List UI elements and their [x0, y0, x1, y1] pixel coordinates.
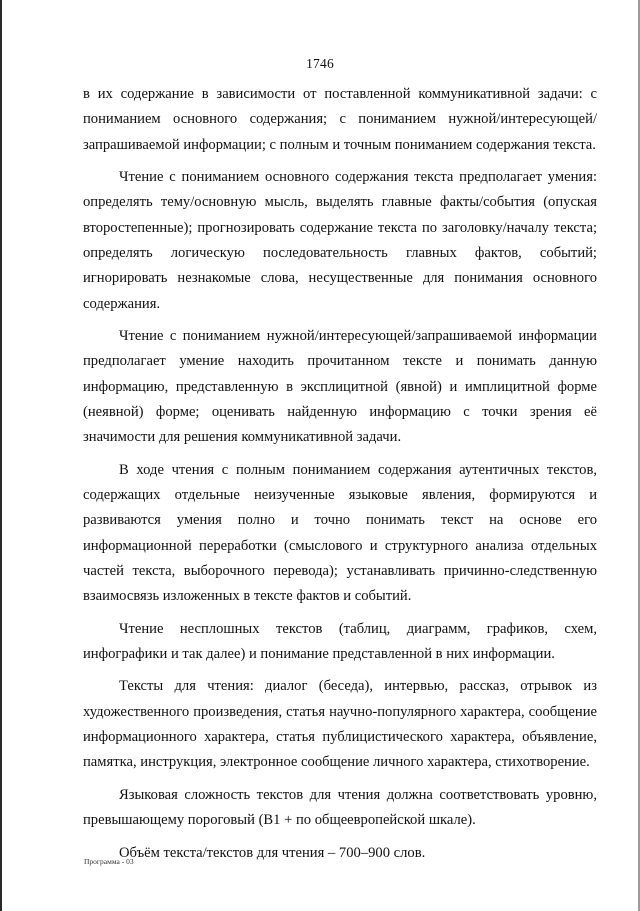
- paragraph-main-content-reading: Чтение с пониманием основного содержания текста предполагает умения: определять тему/основную мысль, выделять главные факты/события (опуская второстепенные); прогнозировать содержание текста по заголовку/началу текста; определять логическую последовательность главных фактов, событий; игнорировать незнакомые слова, несущественные для понимания основного содержания.: [83, 169, 597, 312]
- paragraph-text-volume: Объём текста/текстов для чтения – 700–900 слов.: [119, 844, 426, 861]
- paragraph-text-types: Тексты для чтения: диалог (беседа), интервью, рассказ, отрывок из художественного произведения, статья научно-популярного характера, сообщение информационного характера, статья публицистического характера, объявление, памятка, инструкция, электронное сообщение личного характера, стихотворение.: [83, 678, 597, 771]
- paragraph-non-continuous-texts: Чтение несплошных текстов (таблиц, диаграмм, графиков, схем, инфографики и так далее) и понимание представленной в них информации.: [83, 620, 597, 662]
- paragraph-reading-types: в их содержание в зависимости от поставленной коммуникативной задачи: с пониманием основного содержания; с пониманием нужной/интересующей/запрашиваемой информации; с полным и точным пониманием содержания текста.: [83, 86, 597, 153]
- paragraph-language-complexity: Языковая сложность текстов для чтения должна соответствовать уровню, превышающему пороговый (В1 + по общеевропейской шкале).: [83, 786, 597, 829]
- footer-program-label: Программа - 03: [84, 857, 134, 866]
- paragraph-full-understanding-reading: В ходе чтения с полным пониманием содержания аутентичных текстов, содержащих отдельные неизученные языковые явления, формируются и развиваются умения полно и точно понимать текст на основе его информационной переработки (смыслового и структурного анализа отдельных частей текста, выборочного перевода); устанавливать причинно-следственную взаимосвязь изложенных в тексте фактов и событий.: [83, 461, 597, 605]
- page-number: 1746: [306, 56, 334, 71]
- paragraph-requested-info-reading: Чтение с пониманием нужной/интересующей/запрашиваемой информации предполагает умение находить прочитанном тексте и понимать данную информацию, представленную в эксплицитной (явной) и имплицитной форме (неявной) форме; оценивать найденную информацию с точки зрения её значимости для решения коммуникативной задачи.: [83, 328, 597, 446]
- document-body: [83, 82, 597, 873]
